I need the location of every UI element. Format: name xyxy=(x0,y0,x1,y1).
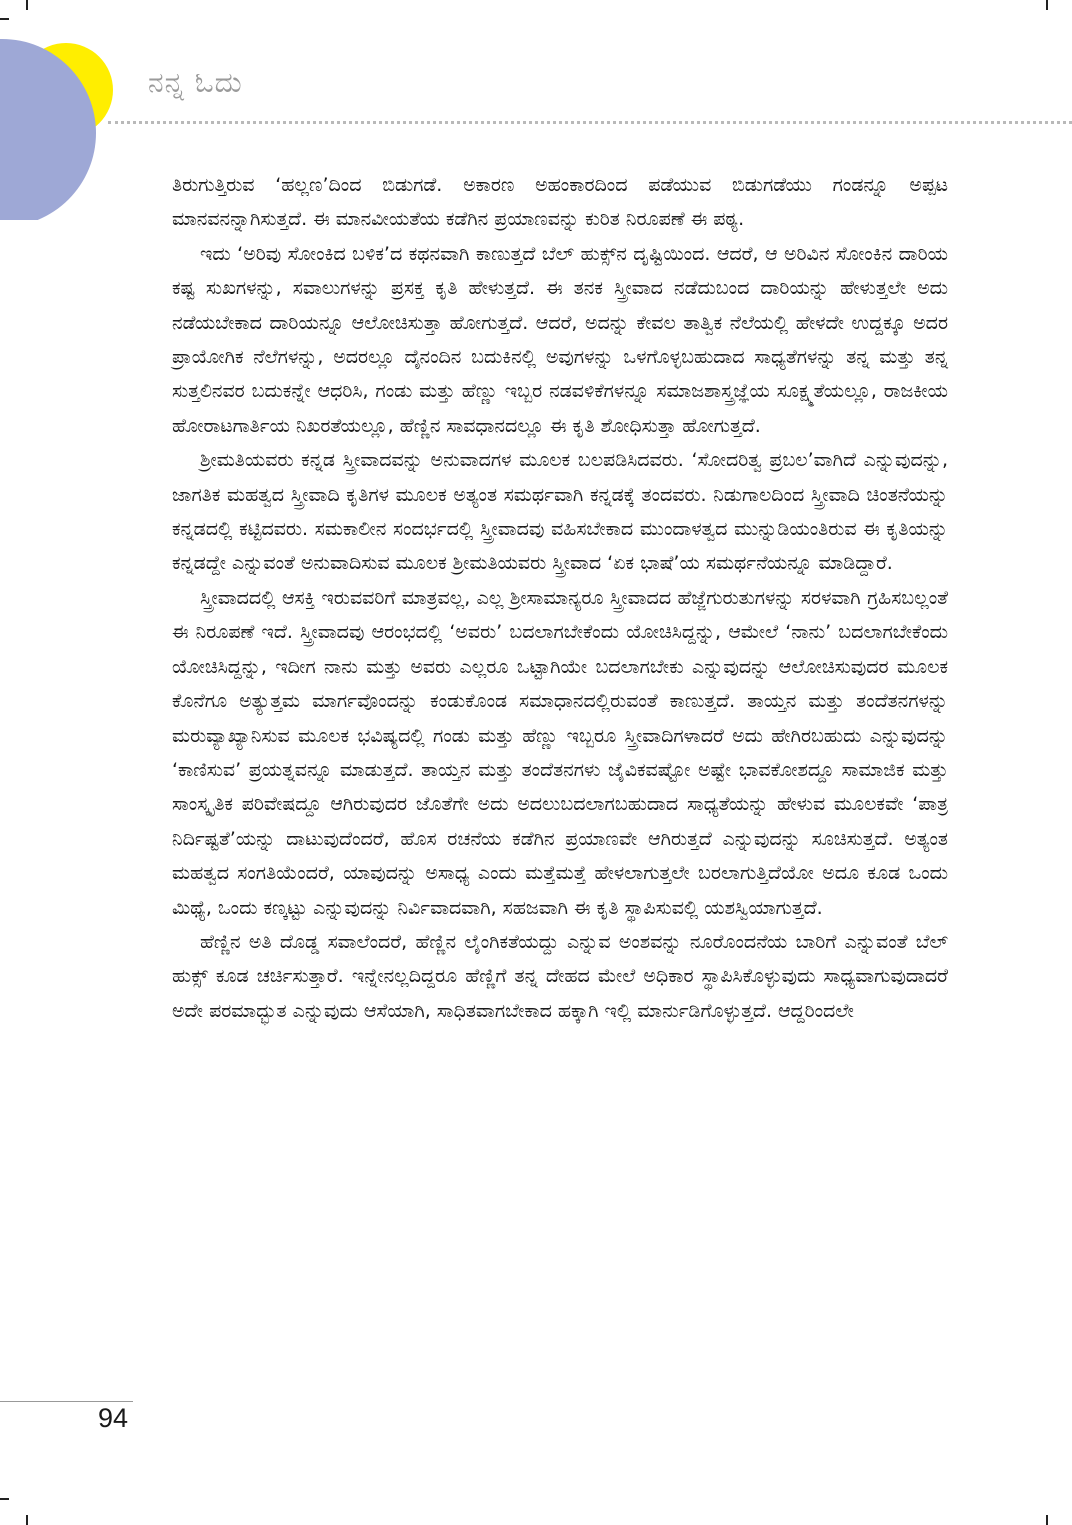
decorative-circles xyxy=(0,0,200,220)
paragraph-5: ಹೆಣ್ಣಿನ ಅತಿ ದೊಡ್ಡ ಸವಾಲೆಂದರೆ, ಹೆಣ್ಣಿನ ಲೈಂಗಿಕತೆಯದ್ದು ಎನ್ನುವ ಅಂಶವನ್ನು ನೂರೊಂದನೆಯ ಬಾರಿಗೆ ಎನ್ನುವಂತೆ ಬೆಲ್ ಹುಕ್ಸ್ ಕೂಡ ಚರ್ಚಿಸುತ್ತಾರೆ. ಇನ್ನೇನಲ್ಲದಿದ್ದರೂ ಹೆಣ್ಣಿಗೆ ತನ್ನ ದೇಹದ ಮೇಲೆ ಅಧಿಕಾರ ಸ್ಥಾಪಿಸಿಕೊಳ್ಳುವುದು ಸಾಧ್ಯವಾಗುವುದಾದರೆ ಅದೇ ಪರಮಾದ್ಭುತ ಎನ್ನುವುದು ಆಸೆಯಾಗಿ, ಸಾಧಿತವಾಗಬೇಕಾದ ಹಕ್ಕಾಗಿ ಇಲ್ಲಿ ಮಾರ್ನುಡಿಗೊಳ್ಳುತ್ತದೆ. ಆದ್ದರಿಂದಲೇ xyxy=(172,930,948,1022)
running-header: ನನ್ನ ಓದು xyxy=(148,66,243,99)
crop-mark-bottom-right-v xyxy=(1046,1515,1048,1525)
page-number: 94 xyxy=(98,1403,129,1433)
paragraph-4: ಸ್ತ್ರೀವಾದದಲ್ಲಿ ಆಸಕ್ತಿ ಇರುವವರಿಗೆ ಮಾತ್ರವಲ್ಲ, ಎಲ್ಲ ಶ್ರೀಸಾಮಾನ್ಯರೂ ಸ್ತ್ರೀವಾದದ ಹೆಜ್ಜೆಗುರುತುಗಳನ್ನು ಸರಳವಾಗಿ ಗ್ರಹಿಸಬಲ್ಲಂತೆ ಈ ನಿರೂಪಣೆ ಇದೆ. ಸ್ತ್ರೀವಾದವು ಆರಂಭದಲ್ಲಿ ‘ಅವರು’ ಬದಲಾಗಬೇಕೆಂದು ಯೋಚಿಸಿದ್ದನ್ನು, ಆಮೇಲೆ ‘ನಾನು’ ಬದಲಾಗಬೇಕೆಂದು ಯೋಚಿಸಿದ್ದನ್ನು, ಇದೀಗ ನಾನು ಮತ್ತು ಅವರು ಎಲ್ಲರೂ ಒಟ್ಟಾಗಿಯೇ ಬದಲಾಗಬೇಕು ಎನ್ನುವುದನ್ನು ಆಲೋಚಿಸುವುದರ ಮೂಲಕ ಕೊನೆಗೂ ಅತ್ಯುತ್ತಮ ಮಾರ್ಗವೊಂದನ್ನು ಕಂಡುಕೊಂಡ ಸಮಾಧಾನದಲ್ಲಿರುವಂತೆ ಕಾಣುತ್ತದೆ. ತಾಯ್ತನ ಮತ್ತು ತಂದೆತನಗಳನ್ನು ಮರುವ್ಯಾಖ್ಯಾನಿಸುವ ಮೂಲಕ ಭವಿಷ್ಯದಲ್ಲಿ ಗಂಡು ಮತ್ತು ಹೆಣ್ಣು ಇಬ್ಬರೂ ಸ್ತ್ರೀವಾದಿಗಳಾದರೆ ಅದು ಹೇಗಿರಬಹುದು ಎನ್ನುವುದನ್ನು ‘ಕಾಣಿಸುವ’ ಪ್ರಯತ್ನವನ್ನೂ ಮಾಡುತ್ತದೆ. ತಾಯ್ತನ ಮತ್ತು ತಂದೆತನಗಳು ಜೈವಿಕವಷ್ಟೋ ಅಷ್ಟೇ ಭಾವಕೋಶದ್ದೂ ಸಾಮಾಜಿಕ ಮತ್ತು ಸಾಂಸ್ಕೃತಿಕ ಪರಿವೇಷದ್ದೂ ಆಗಿರುವುದರ ಜೊತೆಗೇ ಅದು ಅದಲುಬದಲಾಗಬಹುದಾದ ಸಾಧ್ಯತೆಯನ್ನು ಹೇಳುವ ಮೂಲಕವೇ ‘ಪಾತ್ರ ನಿರ್ದಿಷ್ಟತೆ’ಯನ್ನು ದಾಟುವುದೆಂದರೆ, ಹೊಸ ರಚನೆಯ ಕಡೆಗಿನ ಪ್ರಯಾಣವೇ ಆಗಿರುತ್ತದೆ ಎನ್ನುವುದನ್ನು ಸೂಚಿಸುತ್ತದೆ. ಅತ್ಯಂತ ಮಹತ್ವದ ಸಂಗತಿಯೆಂದರೆ, ಯಾವುದನ್ನು ಅಸಾಧ್ಯ ಎಂದು ಮತ್ತೆಮತ್ತೆ ಹೇಳಲಾಗುತ್ತಲೇ ಬರಲಾಗುತ್ತಿದೆಯೋ ಅದೂ ಕೂಡ ಒಂದು ಮಿಥ್ಯೆ, ಒಂದು ಕಣ್ಕಟ್ಟು ಎನ್ನುವುದನ್ನು ನಿರ್ವಿವಾದವಾಗಿ, ಸಹಜವಾಗಿ ಈ ಕೃತಿ ಸ್ಥಾಪಿಸುವಲ್ಲಿ ಯಶಸ್ವಿಯಾಗುತ್ತದೆ. xyxy=(172,586,948,919)
crop-mark-top-right-v xyxy=(1046,0,1048,10)
crop-mark-bottom-center-v xyxy=(26,1515,28,1525)
footer-rule xyxy=(0,1401,133,1402)
body-text xyxy=(172,168,948,1028)
paragraph-3: ಶ್ರೀಮತಿಯವರು ಕನ್ನಡ ಸ್ತ್ರೀವಾದವನ್ನು ಅನುವಾದಗಳ ಮೂಲಕ ಬಲಪಡಿಸಿದವರು. ‘ಸೋದರಿತ್ವ ಪ್ರಬಲ’ವಾಗಿದೆ ಎನ್ನುವುದನ್ನು, ಜಾಗತಿಕ ಮಹತ್ವದ ಸ್ತ್ರೀವಾದಿ ಕೃತಿಗಳ ಮೂಲಕ ಅತ್ಯಂತ ಸಮರ್ಥವಾಗಿ ಕನ್ನಡಕ್ಕೆ ತಂದವರು. ನಿಡುಗಾಲದಿಂದ ಸ್ತ್ರೀವಾದಿ ಚಿಂತನೆಯನ್ನು ಕನ್ನಡದಲ್ಲಿ ಕಟ್ಟಿದವರು. ಸಮಕಾಲೀನ ಸಂದರ್ಭದಲ್ಲಿ ಸ್ತ್ರೀವಾದವು ವಹಿಸಬೇಕಾದ ಮುಂದಾಳತ್ವದ ಮುನ್ನುಡಿಯಂತಿರುವ ಈ ಕೃತಿಯನ್ನು ಕನ್ನಡದ್ದೇ ಎನ್ನುವಂತೆ ಅನುವಾದಿಸುವ ಮೂಲಕ ಶ್ರೀಮತಿಯವರು ಸ್ತ್ರೀವಾದ ‘ಏಕ ಭಾಷೆ’ಯ ಸಮರ್ಥನೆಯನ್ನೂ ಮಾಡಿದ್ದಾರೆ. xyxy=(172,449,948,575)
header-dotted-rule xyxy=(108,121,1072,124)
paragraph-2: ಇದು ‘ಅರಿವು ಸೋಂಕಿದ ಬಳಿಕ’ದ ಕಥನವಾಗಿ ಕಾಣುತ್ತದೆ ಬೆಲ್ ಹುಕ್ಸ್‌ನ ದೃಷ್ಟಿಯಿಂದ. ಆದರೆ, ಆ ಅರಿವಿನ ಸೋಂಕಿನ ದಾರಿಯ ಕಷ್ಟ ಸುಖಗಳನ್ನು, ಸವಾಲುಗಳನ್ನು ಪ್ರಸಕ್ತ ಕೃತಿ ಹೇಳುತ್ತದೆ. ಈ ತನಕ ಸ್ತ್ರೀವಾದ ನಡೆದುಬಂದ ದಾರಿಯನ್ನು ಹೇಳುತ್ತಲೇ ಅದು ನಡೆಯಬೇಕಾದ ದಾರಿಯನ್ನೂ ಆಲೋಚಿಸುತ್ತಾ ಹೋಗುತ್ತದೆ. ಆದರೆ, ಅದನ್ನು ಕೇವಲ ತಾತ್ವಿಕ ನೆಲೆಯಲ್ಲಿ ಹೇಳದೇ ಉದ್ದಕ್ಕೂ ಅದರ ಪ್ರಾಯೋಗಿಕ ನೆಲೆಗಳನ್ನು, ಅದರಲ್ಲೂ ದೈನಂದಿನ ಬದುಕಿನಲ್ಲಿ ಅವುಗಳನ್ನು ಒಳಗೊಳ್ಳಬಹುದಾದ ಸಾಧ್ಯತೆಗಳನ್ನು ತನ್ನ ಮತ್ತು ತನ್ನ ಸುತ್ತಲಿನವರ ಬದುಕನ್ನೇ ಆಧರಿಸಿ, ಗಂಡು ಮತ್ತು ಹೆಣ್ಣು ಇಬ್ಬರ ನಡವಳಿಕೆಗಳನ್ನೂ ಸಮಾಜಶಾಸ್ತ್ರಜ್ಞೆಯ ಸೂಕ್ಷ್ಮತೆಯಲ್ಲೂ, ರಾಜಕೀಯ ಹೋರಾಟಗಾರ್ತಿಯ ನಿಖರತೆಯಲ್ಲೂ, ಹೆಣ್ಣಿನ ಸಾವಧಾನದಲ್ಲೂ ಈ ಕೃತಿ ಶೋಧಿಸುತ್ತಾ ಹೋಗುತ್ತದೆ. xyxy=(172,242,948,437)
paragraph-1: ತಿರುಗುತ್ತಿರುವ ‘ಹಲ್ಲಣ’ದಿಂದ ಬಿಡುಗಡೆ. ಅಕಾರಣ ಅಹಂಕಾರದಿಂದ ಪಡೆಯುವ ಬಿಡುಗಡೆಯು ಗಂಡನ್ನೂ ಅಪ್ಪಟ ಮಾನವನನ್ನಾಗಿಸುತ್ತದೆ. ಈ ಮಾನವೀಯತೆಯ ಕಡೆಗಿನ ಪ್ರಯಾಣವನ್ನು ಕುರಿತ ನಿರೂಪಣೆ ಈ ಪಠ್ಯ. xyxy=(172,174,948,231)
crop-mark-bottom-left-h xyxy=(0,1498,9,1500)
